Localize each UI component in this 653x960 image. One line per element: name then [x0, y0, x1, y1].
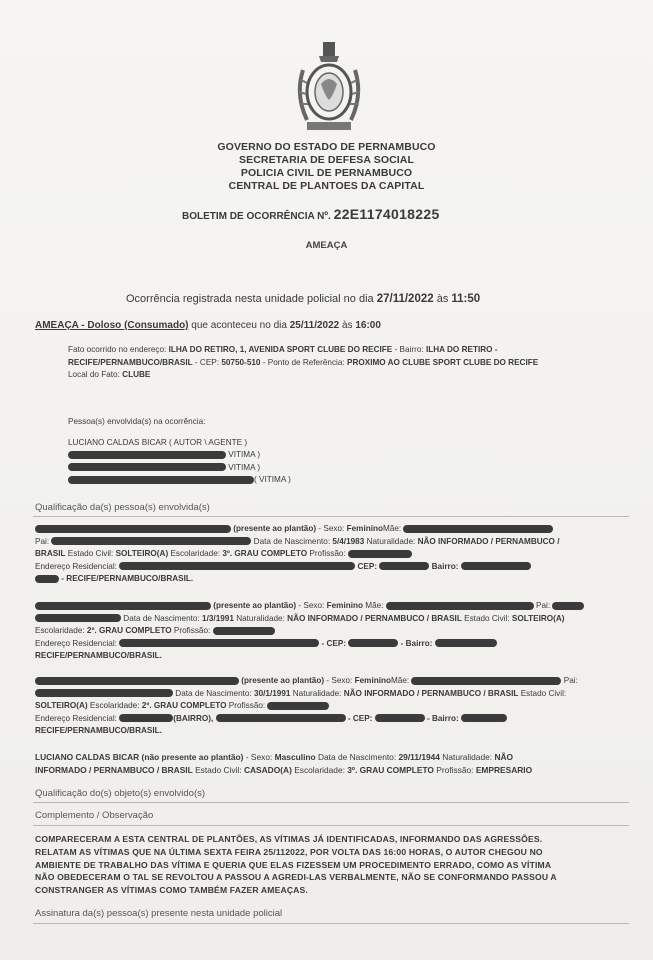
q3-naturality-label: Naturalidade:	[292, 688, 342, 698]
registration-at: às	[436, 293, 449, 305]
location-cep-label: - CEP:	[194, 357, 220, 367]
redaction-bar	[216, 714, 346, 722]
boletim-label: BOLETIM DE OCORRÊNCIA Nº.	[182, 211, 331, 222]
location-ref-label: - Ponto de Referência:	[262, 357, 345, 367]
person-2-qualification	[35, 600, 627, 663]
q4-name: LUCIANO CALDAS BICAR (não presente ao plantão)	[35, 752, 244, 762]
header-line-2: SECRETARIA DE DEFESA SOCIAL	[239, 154, 414, 166]
location-ref: PROXIMO AO CLUBE SPORT CLUBE DO RECIFE	[346, 357, 539, 367]
complement-line-4: NÃO OBEDECERAM O TAL SE REVOLTOU A PASSOU A AGREDI-LAS VERBALMENTE, NÃO SE CONFORMANDO PASSOU A	[35, 872, 557, 883]
redaction-bar	[552, 602, 584, 610]
redaction-bar	[386, 602, 534, 610]
q3-education-label: Escolaridade:	[89, 701, 140, 710]
crime-at: às	[342, 320, 353, 331]
q3-profession-label: Profissão:	[228, 701, 266, 710]
q4-birth: 29/11/1944	[398, 752, 440, 762]
incident-location	[68, 344, 608, 382]
redaction-bar	[461, 714, 507, 722]
q4-civil: CASADO(A)	[243, 764, 292, 775]
boletim-title	[182, 206, 440, 222]
redaction-bar	[35, 614, 121, 622]
involved-label: Pessoa(s) envolvida(s) na ocorrência:	[68, 417, 206, 426]
q3-education: 2º. GRAU COMPLETO	[141, 701, 227, 710]
q1-sex-label: - Sexo:	[318, 524, 345, 533]
q1-education-label: Escolaridade:	[170, 549, 221, 558]
q2-birth-label: Data de Nascimento:	[123, 613, 200, 623]
divider	[33, 516, 629, 517]
q2-civil-label: Estado Civil:	[464, 613, 510, 623]
q4-sex: Masculino	[274, 752, 316, 762]
redaction-bar	[435, 639, 497, 647]
occurrence-type: AMEAÇA	[305, 240, 348, 251]
redaction-bar	[411, 677, 561, 685]
q4-naturality-2: INFORMADO / PERNAMBUCO / BRASIL	[35, 764, 193, 775]
q4-education-label: Escolaridade:	[294, 764, 345, 775]
q2-education: 2º. GRAU COMPLETO	[86, 626, 172, 635]
complement-line-5: CONSTRANGER AS VÍTIMAS COMO TAMBÉM FAZER AMEAÇAS.	[35, 885, 308, 896]
q1-birth-label: Data de Nascimento:	[253, 536, 331, 546]
q4-profession-label: Profissão:	[436, 764, 474, 775]
q4-sex-label: - Sexo:	[245, 752, 273, 762]
redaction-bar	[119, 562, 355, 570]
redaction-bar	[119, 714, 173, 722]
q4-education: 3º. GRAU COMPLETO	[347, 764, 434, 775]
header-line-3: POLICIA CIVIL DE PERNAMBUCO	[240, 167, 413, 179]
q1-sex: Feminino	[346, 524, 383, 533]
header-line-1: GOVERNO DO ESTADO DE PERNAMBUCO	[217, 141, 436, 153]
q2-naturality: NÃO INFORMADO / PERNAMBUCO / BRASIL	[287, 613, 462, 623]
q3-birth-label: Data de Nascimento:	[175, 688, 252, 698]
section-complemento: Complemento / Observação	[35, 810, 154, 821]
redaction-bar	[403, 525, 553, 533]
q2-presence: (presente ao plantão)	[213, 601, 297, 610]
location-place-label: Local do Fato:	[68, 370, 120, 379]
location-bairro-label: - Bairro:	[394, 345, 424, 354]
q4-naturality: NÃO	[494, 752, 514, 762]
q1-cep-label: CEP:	[357, 561, 378, 571]
q3-mother-label: Mãe:	[391, 676, 410, 685]
crime-date: 25/11/2022	[289, 320, 340, 331]
involved-person-author: LUCIANO CALDAS BICAR ( AUTOR \ AGENTE )	[68, 437, 248, 447]
q1-civil: SOLTEIRO(A)	[115, 549, 169, 558]
complement-line-2: RELATAM AS VÍTIMAS QUE NA ÚLTIMA SEXTA FEIRA 25/112022, POR VOLTA DAS 16:00 HORAS, O AUTOR CHEGOU NO	[35, 846, 543, 857]
q2-civil: SOLTEIRO(A)	[511, 613, 565, 623]
q2-father-label: Pai:	[536, 601, 551, 610]
q3-birth: 30/1/1991	[254, 688, 291, 698]
victim-1-role: VITIMA )	[228, 450, 261, 459]
q1-education: 3º. GRAU COMPLETO	[222, 549, 308, 558]
victim-3-role: ( VITIMA )	[254, 475, 291, 484]
q2-birth: 1/3/1991	[202, 613, 234, 623]
q3-bairro-tag: (BAIRRO),	[173, 713, 214, 723]
registration-date: 27/11/2022	[376, 293, 434, 305]
q3-sex: Feminino	[354, 676, 391, 685]
q3-sex-label: - Sexo:	[326, 676, 353, 685]
crime-time: 16:00	[355, 320, 381, 331]
redaction-bar	[348, 550, 412, 558]
redaction-bar	[68, 463, 226, 471]
redaction-bar	[379, 562, 429, 570]
redaction-bar	[35, 689, 173, 697]
person-3-qualification	[35, 675, 627, 738]
location-bairro: ILHA DO RETIRO - RECIFE/PERNAMBUCO/BRASIL	[68, 345, 498, 367]
registration-line	[126, 293, 480, 305]
q3-naturality: NÃO INFORMADO / PERNAMBUCO / BRASIL	[343, 688, 519, 698]
q1-presence: (presente ao plantão)	[233, 524, 317, 533]
involved-victim-1	[68, 449, 368, 462]
divider	[33, 802, 629, 803]
q3-father-label: Pai:	[563, 676, 578, 685]
divider	[33, 825, 629, 826]
q3-presence: (presente ao plantão)	[241, 676, 325, 685]
q1-mother-label: Mãe:	[383, 524, 402, 533]
crime-nature-text: que aconteceu no dia	[191, 320, 287, 331]
q3-civil-label: Estado Civil:	[520, 688, 567, 698]
q4-civil-label: Estado Civil:	[195, 764, 242, 775]
complement-line-1: COMPARECERAM A ESTA CENTRAL DE PLANTÕES, AS VÍTIMAS JÁ IDENTIFICADAS, INFORMANDO DAS AGRESSÕES.	[35, 834, 543, 844]
redaction-bar	[35, 677, 239, 685]
location-address: ILHA DO RETIRO, 1, AVENIDA SPORT CLUBE DO RECIFE	[168, 345, 393, 354]
boletim-number: 22E1174018225	[333, 206, 440, 222]
involved-persons	[68, 416, 368, 487]
registration-prefix: Ocorrência registrada nesta unidade policial no dia	[126, 293, 374, 305]
section-qualificacao-objetos: Qualificação do(s) objeto(s) envolvido(s)	[35, 788, 206, 799]
q3-civil: SOLTEIRO(A)	[35, 701, 88, 710]
q2-cep-label: - CEP:	[321, 638, 347, 648]
q3-cep-label: - CEP:	[347, 713, 373, 723]
redaction-bar	[68, 476, 254, 484]
q1-father-label: Pai:	[35, 536, 50, 546]
redaction-bar	[348, 639, 398, 647]
redaction-bar	[35, 525, 231, 533]
victim-2-role: VITIMA )	[228, 462, 261, 472]
q1-city: - RECIFE/PERNAMBUCO/BRASIL.	[61, 574, 194, 583]
q4-birth-label: Data de Nascimento:	[317, 752, 397, 762]
complement-line-3: AMBIENTE DE TRABALHO DAS VÍTIMA E QUERIA QUE ELAS FIZESSEM UM PROCEDIMENTO ERRADO, COMO AS VÍTIMA	[35, 859, 552, 870]
q1-profession-label: Profissão:	[309, 549, 346, 558]
section-assinatura: Assinatura da(s) pessoa(s) presente nesta unidade policial	[35, 908, 283, 919]
location-cep: 50750-510	[221, 357, 261, 367]
q2-sex: Feminino	[326, 601, 363, 610]
divider	[33, 923, 629, 924]
q1-civil-label: Estado Civil:	[67, 549, 114, 558]
q1-naturality-2: BRASIL	[35, 549, 66, 558]
redaction-bar	[461, 562, 531, 570]
redaction-bar	[267, 702, 329, 710]
involved-victim-3	[68, 474, 368, 487]
q4-profession: EMPRESARIO	[475, 764, 533, 775]
q2-bairro-label: - Bairro:	[400, 638, 433, 648]
q2-mother-label: Mãe:	[365, 601, 384, 610]
redaction-bar	[51, 537, 251, 545]
registration-time: 11:50	[451, 293, 481, 305]
crime-nature-line	[35, 320, 381, 331]
section-qualificacao-pessoas: Qualificação da(s) pessoa(s) envolvida(s)	[35, 502, 210, 513]
q1-address-label: Endereço Residencial:	[35, 561, 117, 571]
q2-naturality-label: Naturalidade:	[236, 613, 285, 623]
redaction-bar	[35, 602, 211, 610]
redaction-bar	[35, 575, 59, 583]
q3-address-label: Endereço Residencial:	[35, 713, 117, 723]
redaction-bar	[119, 639, 319, 647]
crime-nature: AMEAÇA - Doloso (Consumado)	[35, 320, 189, 331]
q1-birth: 5/4/1983	[332, 536, 365, 546]
location-address-label: Fato ocorrido no endereço:	[68, 345, 167, 354]
state-coat-of-arms-seal	[293, 40, 365, 135]
q1-bairro-label: Bairro:	[431, 561, 459, 571]
location-place: CLUBE	[122, 370, 151, 379]
q2-city: RECIFE/PERNAMBUCO/BRASIL.	[35, 651, 162, 660]
person-1-qualification	[35, 523, 627, 586]
complement-text	[35, 833, 635, 897]
q3-bairro-label: - Bairro:	[426, 713, 459, 723]
q2-sex-label: - Sexo:	[298, 601, 325, 610]
redaction-bar	[213, 627, 275, 635]
q4-naturality-label: Naturalidade:	[442, 752, 493, 762]
header-line-4: CENTRAL DE PLANTOES DA CAPITAL	[228, 180, 425, 192]
q2-profession-label: Profissão:	[173, 626, 211, 635]
redaction-bar	[68, 451, 226, 459]
q2-address-label: Endereço Residencial:	[35, 638, 117, 648]
q3-city: RECIFE/PERNAMBUCO/BRASIL.	[35, 726, 162, 735]
q1-naturality: NÃO INFORMADO / PERNAMBUCO /	[417, 536, 560, 546]
q1-naturality-label: Naturalidade:	[366, 536, 416, 546]
person-4-qualification	[35, 751, 627, 776]
q2-education-label: Escolaridade:	[35, 626, 85, 635]
redaction-bar	[375, 714, 425, 722]
involved-victim-2	[68, 462, 368, 475]
